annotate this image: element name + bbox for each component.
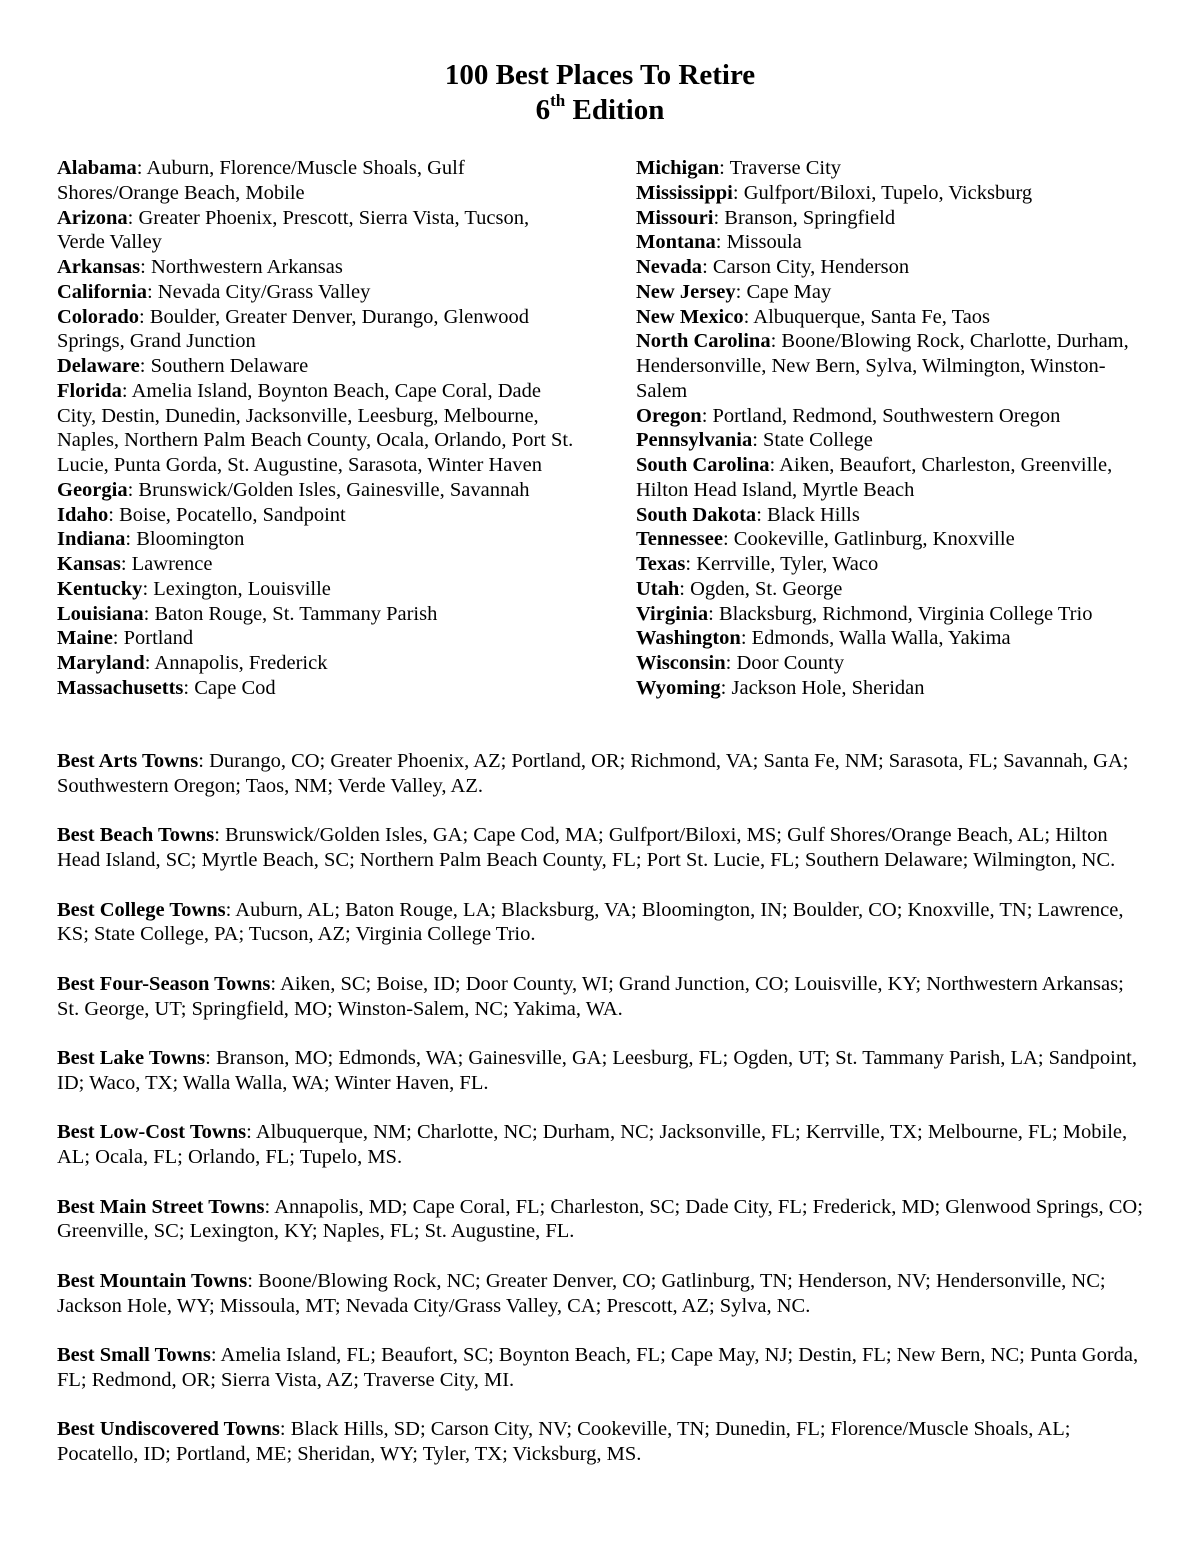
category-name: Best Four-Season Towns (57, 972, 271, 995)
state-places: Brunswick/Golden Isles, Gainesville, Savannah (138, 478, 530, 501)
state-places: Cape May (746, 280, 832, 303)
state-name: Idaho (57, 503, 109, 526)
state-name: Texas (636, 553, 686, 575)
state-entry: Virginia: Blacksburg, Richmond, Virginia College Trio (636, 602, 1093, 625)
category-places: Branson, MO; Edmonds, WA; Gainesville, GA; Leesburg, FL; Ogden, UT; St. Tammany Parish, LA; Sandpoint, ID; Waco, TX; Walla Walla, WA; Winter Haven, FL. (57, 1047, 1137, 1094)
state-name: South Dakota (636, 503, 757, 526)
state-entry: Michigan: Traverse City (636, 157, 842, 179)
best-category-paragraph: Best Mountain Towns: Boone/Blowing Rock, NC; Greater Denver, CO; Gatlinburg, TN; Henderson, NV; Hendersonville, NC; Jackson Hole, WY; Missoula, MT; Nevada City/Grass Valley, CA; Prescott, AZ; Sylva, NC. (57, 1269, 1106, 1317)
state-name: Delaware (57, 355, 140, 377)
state-entry: California: Nevada City/Grass Valley (57, 280, 371, 303)
state-name: Mississippi (636, 181, 733, 204)
state-entry: North Carolina: Boone/Blowing Rock, Charlotte, Durham, Hendersonville, New Bern, Sylva, Wilmington, Winston-Salem (636, 330, 1129, 402)
category-places: Auburn, AL; Baton Rouge, LA; Blacksburg, VA; Bloomington, IN; Boulder, CO; Knoxville, TN; Lawrence, KS; State College, PA; Tucson, AZ; Virginia College Trio. (57, 898, 1124, 946)
state-places: Boulder, Greater Denver, Durango, Glenwood Springs, Grand Junction (57, 305, 530, 353)
state-places: Southern Delaware (150, 355, 309, 377)
category-places: Annapolis, MD; Cape Coral, FL; Charleston, SC; Dade City, FL; Frederick, MD; Glenwood Springs, CO; Greenville, SC; Lexington, KY; Naples, FL; St. Augustine, FL. (57, 1195, 1143, 1243)
state-places: State College (763, 429, 873, 452)
state-places: Cape Cod (194, 676, 276, 699)
state-name: Washington (636, 627, 741, 650)
document-title (0, 58, 1200, 128)
state-entry: Florida: Amelia Island, Boynton Beach, Cape Coral, Dade City, Destin, Dunedin, Jacksonville, Leesburg, Melbourne, Naples, Northern Palm Beach County, Ocala, Orlando, Port St. Lucie, Punta Gorda, St. Augustine, Sarasota, Winter Haven (57, 379, 574, 476)
category-places: Albuquerque, NM; Charlotte, NC; Durham, NC; Jacksonville, FL; Kerrville, TX; Melbourne, FL; Mobile, AL; Ocala, FL; Orlando, FL; Tupelo, MS. (57, 1121, 1128, 1168)
state-entry: Utah: Ogden, St. George (636, 577, 843, 600)
state-entry: Mississippi: Gulfport/Biloxi, Tupelo, Vicksburg (636, 181, 1033, 204)
state-entry: Alabama: Auburn, Florence/Muscle Shoals, Gulf Shores/Orange Beach, Mobile (57, 157, 465, 204)
state-name: Wyoming (636, 676, 721, 699)
state-name: Louisiana (57, 602, 144, 625)
best-category-paragraph: Best Low-Cost Towns: Albuquerque, NM; Charlotte, NC; Durham, NC; Jacksonville, FL; Kerrville, TX; Melbourne, FL; Mobile, AL; Ocala, FL; Orlando, FL; Tupelo, MS. (57, 1121, 1128, 1168)
state-entry: Arizona: Greater Phoenix, Prescott, Sierra Vista, Tucson, Verde Valley (57, 206, 530, 254)
best-category-paragraph: Best Undiscovered Towns: Black Hills, SD; Carson City, NV; Cookeville, TN; Dunedin, FL; Florence/Muscle Shoals, AL; Pocatello, ID; Portland, ME; Sheridan, WY; Tyler, TX; Vicksburg, MS. (57, 1418, 1071, 1465)
state-places: Baton Rouge, St. Tammany Parish (154, 602, 438, 625)
state-entry: South Dakota: Black Hills (636, 503, 860, 526)
category-places: Brunswick/Golden Isles, GA; Cape Cod, MA; Gulfport/Biloxi, MS; Gulf Shores/Orange Beach, AL; Hilton Head Island, SC; Myrtle Beach, SC; Northern Palm Beach County, FL; Port St. Lucie, FL; Southern Delaware; Wilmington, NC. (57, 824, 1116, 871)
state-name: Arizona (57, 206, 128, 229)
best-category-paragraph: Best Arts Towns: Durango, CO; Greater Phoenix, AZ; Portland, OR; Richmond, VA; Santa Fe, NM; Sarasota, FL; Savannah, GA; Southwestern Oregon; Taos, NM; Verde Valley, AZ. (57, 750, 1129, 797)
state-name: Pennsylvania (636, 429, 753, 452)
state-name: Maine (57, 627, 113, 650)
state-entry: Nevada: Carson City, Henderson (636, 256, 910, 278)
state-entry: Pennsylvania: State College (636, 429, 873, 452)
state-name: Georgia (57, 478, 128, 501)
state-name: California (57, 280, 147, 303)
states-column-left (57, 156, 577, 701)
state-entry: Delaware: Southern Delaware (57, 355, 309, 377)
state-places: Edmonds, Walla Walla, Yakima (751, 627, 1011, 650)
state-entry: Idaho: Boise, Pocatello, Sandpoint (57, 503, 346, 526)
state-places: Branson, Springfield (724, 206, 896, 229)
state-name: North Carolina (636, 330, 771, 353)
state-places: Portland (123, 627, 194, 650)
best-category-paragraph: Best Beach Towns: Brunswick/Golden Isles, GA; Cape Cod, MA; Gulfport/Biloxi, MS; Gulf Shores/Orange Beach, AL; Hilton Head Island, SC; Myrtle Beach, SC; Northern Palm Beach County, FL; Port St. Lucie, FL; Southern Delaware; Wilmington, NC. (57, 824, 1116, 871)
state-name: Massachusetts (57, 676, 184, 699)
state-name: Florida (57, 379, 122, 402)
state-name: Arkansas (57, 256, 141, 278)
state-places: Portland, Redmond, Southwestern Oregon (712, 404, 1061, 427)
state-places: Greater Phoenix, Prescott, Sierra Vista, Tucson, Verde Valley (57, 206, 530, 254)
state-name: Missouri (636, 206, 714, 229)
state-name: Kansas (57, 553, 121, 575)
state-name: Utah (636, 577, 680, 600)
state-places: Gulfport/Biloxi, Tupelo, Vicksburg (743, 181, 1033, 204)
best-categories-section (57, 749, 1147, 1492)
state-places: Aiken, Beaufort, Charleston, Greenville, Hilton Head Island, Myrtle Beach (636, 454, 1113, 501)
state-places: Amelia Island, Boynton Beach, Cape Coral, Dade City, Destin, Dunedin, Jacksonville, Leesburg, Melbourne, Naples, Northern Palm Beach County, Ocala, Orlando, Port St. Lucie, Punta Gorda, St. Augustine, Sarasota, Winter Haven (57, 379, 574, 476)
state-places: Ogden, St. George (690, 577, 843, 600)
category-places: Aiken, SC; Boise, ID; Door County, WI; Grand Junction, CO; Louisville, KY; Northwestern Arkansas; St. George, UT; Springfield, MO; Winston-Salem, NC; Yakima, WA. (57, 972, 1124, 1020)
state-entry: Louisiana: Baton Rouge, St. Tammany Parish (57, 602, 438, 625)
category-places: Durango, CO; Greater Phoenix, AZ; Portland, OR; Richmond, VA; Santa Fe, NM; Sarasota, FL; Savannah, GA; Southwestern Oregon; Taos, NM; Verde Valley, AZ. (57, 750, 1129, 797)
state-places: Door County (736, 652, 845, 674)
edition-line (0, 93, 1200, 128)
state-name: Wisconsin (636, 652, 726, 674)
best-category-paragraph: Best Small Towns: Amelia Island, FL; Beaufort, SC; Boynton Beach, FL; Cape May, NJ; Destin, FL; New Bern, NC; Punta Gorda, FL; Redmond, OR; Sierra Vista, AZ; Traverse City, MI. (57, 1344, 1139, 1391)
state-places: Jackson Hole, Sheridan (731, 676, 925, 699)
edition-word: Edition (572, 94, 665, 126)
states-column-right (636, 156, 1156, 701)
state-places: Bloomington (136, 528, 245, 551)
state-entry: New Jersey: Cape May (636, 280, 832, 303)
category-name: Best Mountain Towns (57, 1269, 248, 1292)
state-places: Boise, Pocatello, Sandpoint (119, 503, 346, 526)
category-name: Best Lake Towns (57, 1047, 206, 1069)
title-line: 100 Best Places To Retire (444, 59, 756, 91)
state-name: Oregon (636, 404, 702, 427)
state-entry: Maine: Portland (57, 627, 194, 650)
best-category-paragraph: Best College Towns: Auburn, AL; Baton Rouge, LA; Blacksburg, VA; Bloomington, IN; Boulder, CO; Knoxville, TN; Lawrence, KS; State College, PA; Tucson, AZ; Virginia College Trio. (57, 898, 1124, 946)
state-entry: Missouri: Branson, Springfield (636, 206, 896, 229)
category-name: Best Beach Towns (57, 824, 215, 847)
state-name: Nevada (636, 256, 703, 278)
category-name: Best Undiscovered Towns (57, 1418, 280, 1441)
state-entry: Kansas: Lawrence (57, 553, 213, 575)
state-entry: Arkansas: Northwestern Arkansas (57, 256, 343, 278)
state-name: Indiana (57, 528, 126, 551)
category-name: Best Low-Cost Towns (57, 1121, 247, 1144)
state-places: Albuquerque, Santa Fe, Taos (753, 305, 991, 328)
state-entry: Kentucky: Lexington, Louisville (57, 577, 331, 600)
state-places: Northwestern Arkansas (151, 256, 343, 278)
category-places: Boone/Blowing Rock, NC; Greater Denver, CO; Gatlinburg, TN; Henderson, NV; Hendersonville, NC; Jackson Hole, WY; Missoula, MT; Nevada City/Grass Valley, CA; Prescott, AZ; Sylva, NC. (57, 1269, 1106, 1317)
state-entry: Montana: Missoula (636, 231, 802, 254)
best-category-paragraph: Best Main Street Towns: Annapolis, MD; Cape Coral, FL; Charleston, SC; Dade City, FL; Frederick, MD; Glenwood Springs, CO; Greenville, SC; Lexington, KY; Naples, FL; St. Augustine, FL. (57, 1195, 1143, 1243)
state-entry: Texas: Kerrville, Tyler, Waco (636, 553, 879, 575)
state-places: Annapolis, Frederick (154, 652, 328, 674)
category-places: Amelia Island, FL; Beaufort, SC; Boynton Beach, FL; Cape May, NJ; Destin, FL; New Bern, NC; Punta Gorda, FL; Redmond, OR; Sierra Vista, AZ; Traverse City, MI. (57, 1344, 1139, 1391)
state-entry: Oregon: Portland, Redmond, Southwestern Oregon (636, 404, 1061, 427)
state-name: Tennessee (636, 528, 723, 551)
state-name: Alabama (57, 157, 137, 179)
state-places: Lawrence (131, 553, 213, 575)
category-name: Best Small Towns (57, 1344, 211, 1366)
state-entry: Tennessee: Cookeville, Gatlinburg, Knoxville (636, 528, 1015, 551)
state-places: Auburn, Florence/Muscle Shoals, Gulf Shores/Orange Beach, Mobile (57, 157, 465, 204)
best-category-paragraph: Best Four-Season Towns: Aiken, SC; Boise, ID; Door County, WI; Grand Junction, CO; Louisville, KY; Northwestern Arkansas; St. George, UT; Springfield, MO; Winston-Salem, NC; Yakima, WA. (57, 972, 1124, 1020)
state-name: Michigan (636, 157, 720, 179)
state-places: Lexington, Louisville (153, 577, 331, 600)
state-name: New Mexico (636, 305, 744, 328)
state-entry: Georgia: Brunswick/Golden Isles, Gainesville, Savannah (57, 478, 530, 501)
edition-suffix: th (550, 91, 566, 111)
state-name: Virginia (636, 602, 709, 625)
category-name: Best College Towns (57, 898, 226, 921)
edition-number: 6 (535, 94, 551, 126)
state-places: Kerrville, Tyler, Waco (696, 553, 879, 575)
state-name: Kentucky (57, 577, 143, 600)
state-name: Colorado (57, 305, 139, 328)
state-name: Montana (636, 231, 716, 254)
state-places: Nevada City/Grass Valley (157, 280, 371, 303)
state-entry: Colorado: Boulder, Greater Denver, Durango, Glenwood Springs, Grand Junction (57, 305, 530, 353)
category-name: Best Arts Towns (57, 750, 199, 772)
state-entry: South Carolina: Aiken, Beaufort, Charleston, Greenville, Hilton Head Island, Myrtle Beach (636, 454, 1113, 501)
state-entry: Indiana: Bloomington (57, 528, 245, 551)
state-name: Maryland (57, 652, 145, 674)
category-places: Black Hills, SD; Carson City, NV; Cookeville, TN; Dunedin, FL; Florence/Muscle Shoals, AL; Pocatello, ID; Portland, ME; Sheridan, WY; Tyler, TX; Vicksburg, MS. (57, 1418, 1071, 1465)
state-places: Blacksburg, Richmond, Virginia College Trio (718, 602, 1093, 625)
state-places: Black Hills (767, 503, 860, 526)
state-entry: Massachusetts: Cape Cod (57, 676, 276, 699)
state-entry: Wisconsin: Door County (636, 652, 845, 674)
state-entry: Wyoming: Jackson Hole, Sheridan (636, 676, 925, 699)
state-places: Traverse City (729, 157, 842, 179)
state-places: Boone/Blowing Rock, Charlotte, Durham, Hendersonville, New Bern, Sylva, Wilmington, Winston-Salem (636, 330, 1129, 402)
state-places: Cookeville, Gatlinburg, Knoxville (733, 528, 1015, 551)
state-entry: Washington: Edmonds, Walla Walla, Yakima (636, 627, 1011, 650)
state-places: Carson City, Henderson (712, 256, 910, 278)
state-name: South Carolina (636, 454, 770, 476)
state-entry: New Mexico: Albuquerque, Santa Fe, Taos (636, 305, 991, 328)
state-entry: Maryland: Annapolis, Frederick (57, 652, 328, 674)
state-name: New Jersey (636, 280, 736, 303)
state-places: Missoula (726, 231, 802, 254)
best-category-paragraph: Best Lake Towns: Branson, MO; Edmonds, WA; Gainesville, GA; Leesburg, FL; Ogden, UT; St. Tammany Parish, LA; Sandpoint, ID; Waco, TX; Walla Walla, WA; Winter Haven, FL. (57, 1047, 1137, 1094)
category-name: Best Main Street Towns (57, 1195, 265, 1218)
